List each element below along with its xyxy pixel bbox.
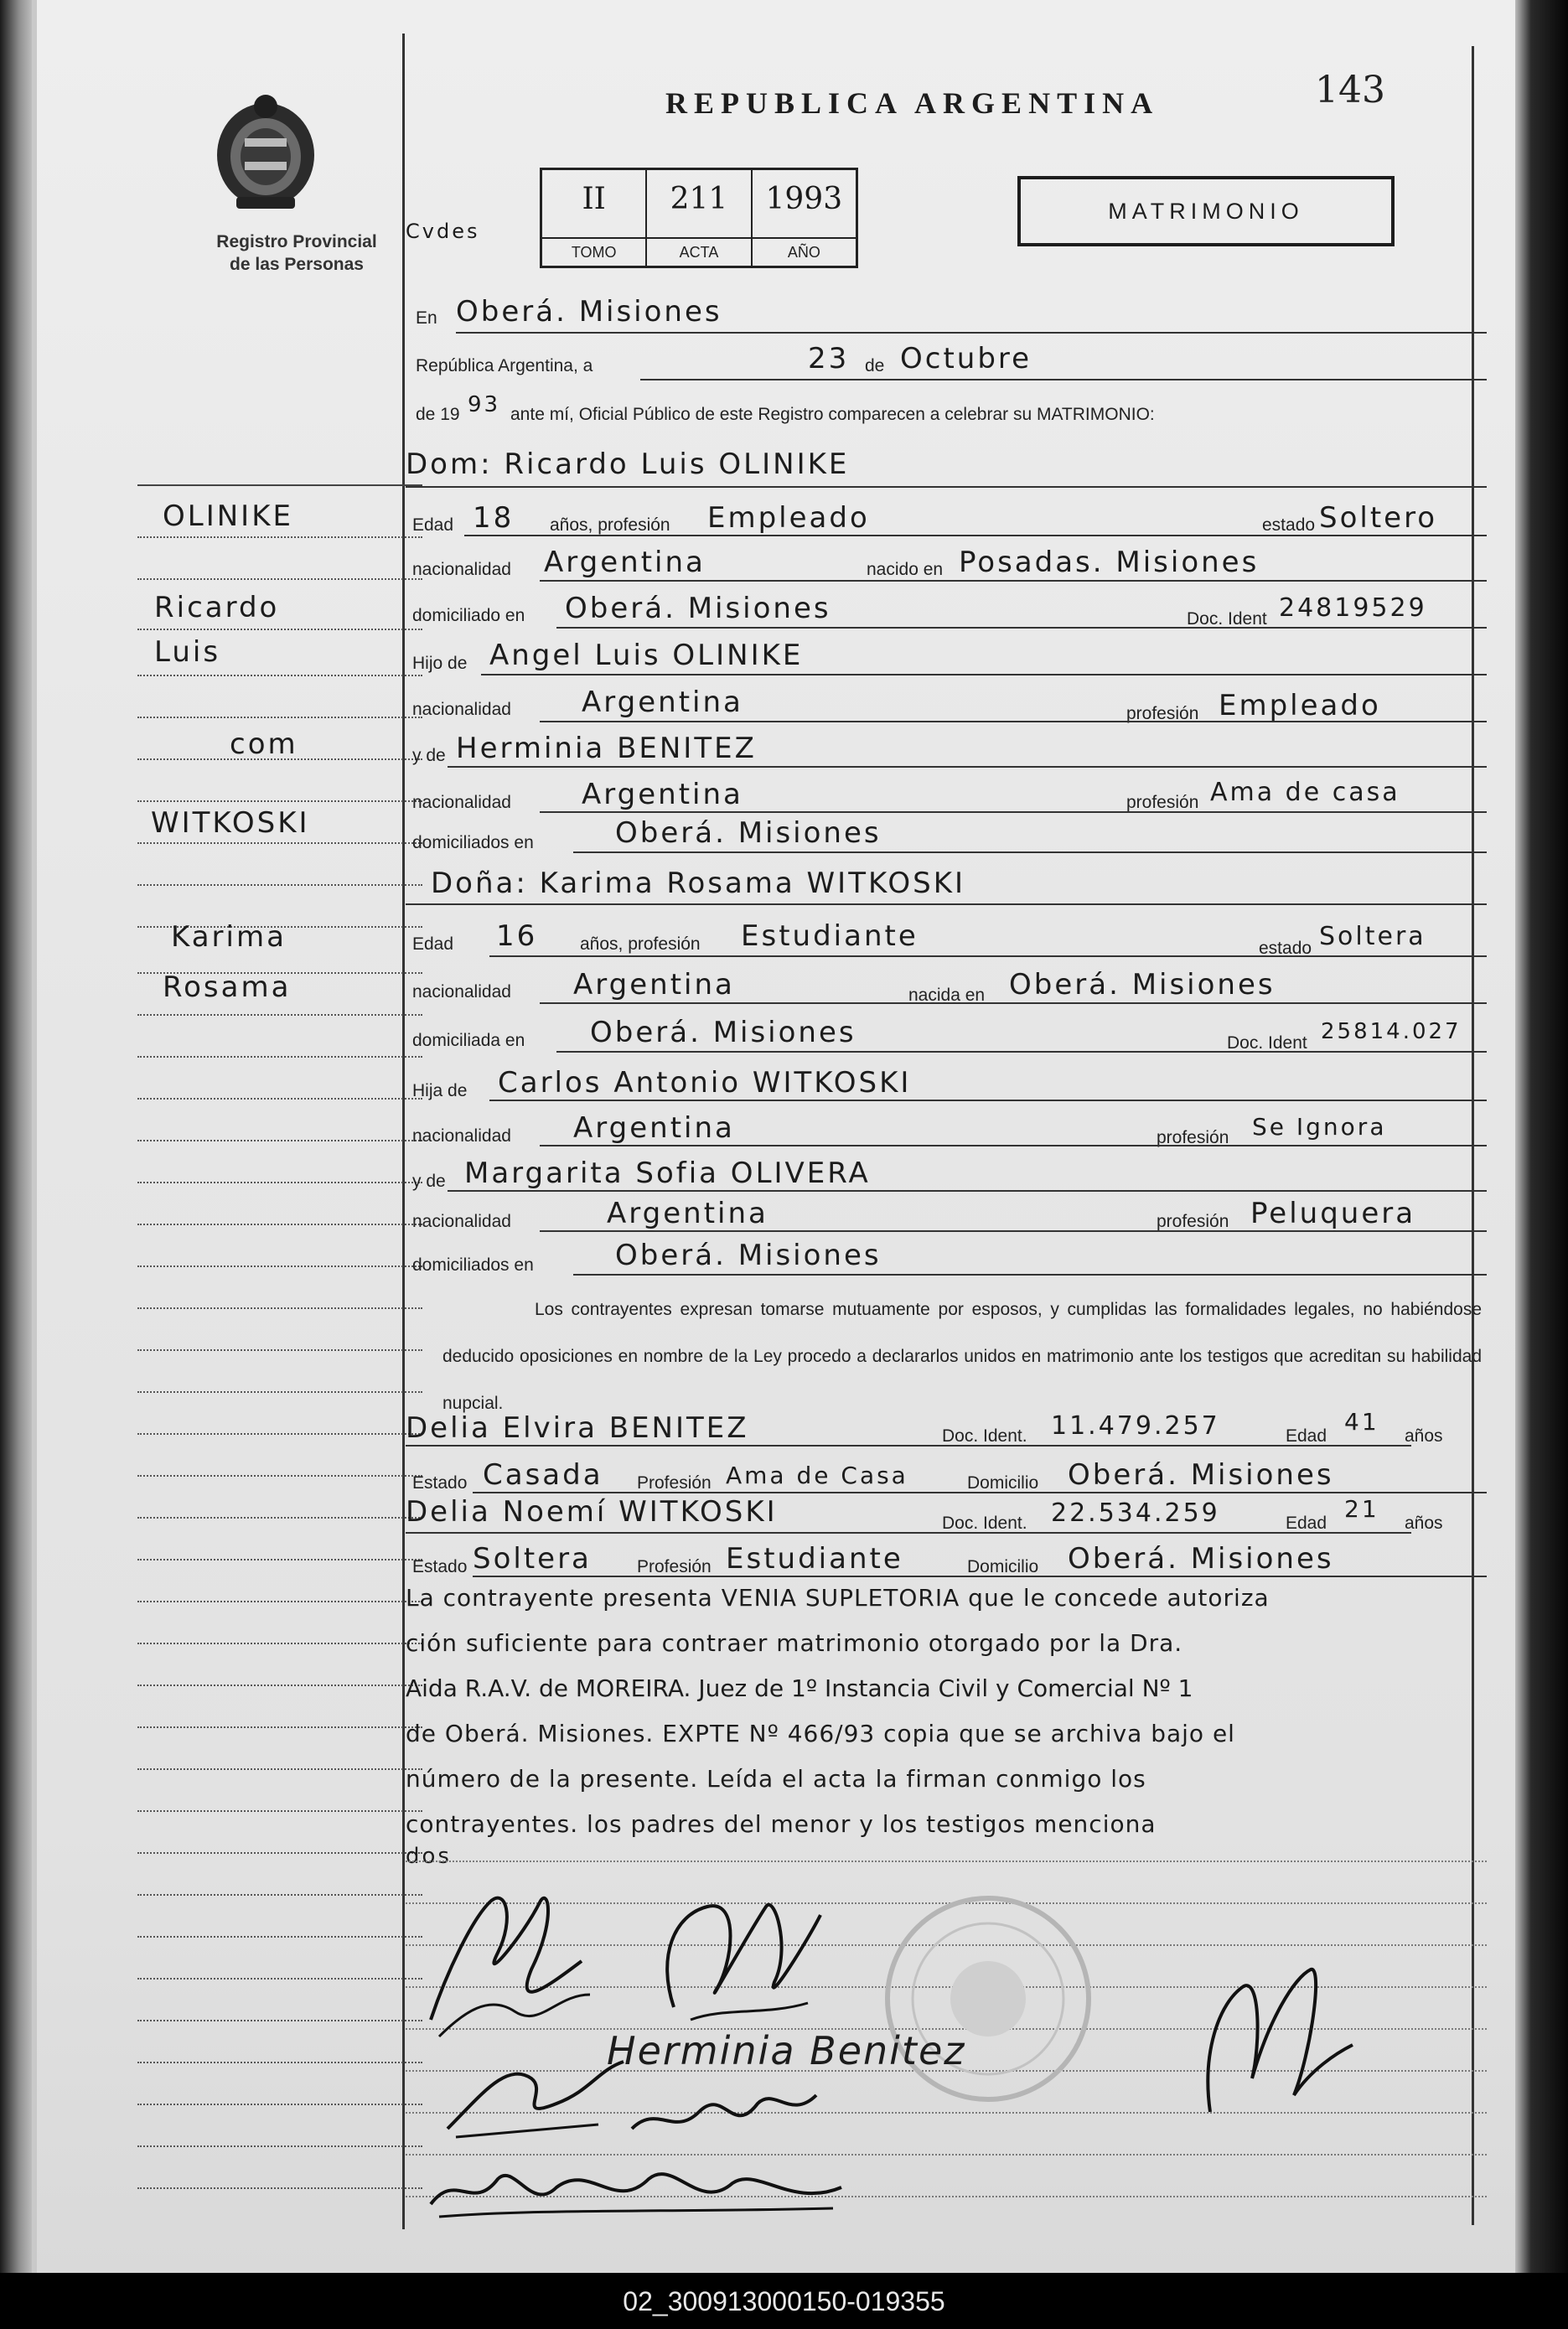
witness-1-domicilio-label: Domicilio [967,1473,1039,1493]
bride-doc-label: Doc. Ident [1227,1033,1307,1053]
groom-edad-label: Edad [412,515,454,535]
page-number: 143 [1315,69,1385,111]
margin-rule [137,1140,422,1141]
bride-madre-nac-label: nacionalidad [412,1212,511,1231]
margin-rule [137,1433,422,1435]
witness-2-anos-label: años [1405,1514,1443,1533]
groom-hijo-label: Hijo de [412,654,468,673]
groom-edad: 18 [473,501,515,535]
margin-rule [137,1391,422,1393]
book-spine [0,0,32,2273]
bride-line-5 [540,1145,1487,1146]
bride-padre: Carlos Antonio WITKOSKI [498,1066,912,1100]
margin-rule [137,1685,422,1686]
margin-rule [137,1014,422,1016]
place-value: Oberá. Misiones [456,295,722,329]
bride-estado-label: estado [1259,939,1312,958]
bride-anos-profesion-label: años, profesión [580,934,701,954]
margin-groom-surname: OLINIKE [163,499,293,533]
bride-name-line [406,903,1487,905]
bride-line-3 [556,1051,1487,1053]
signature-herminia: Herminia Benitez [607,2028,966,2073]
margin-rule [137,1182,422,1183]
signature-groom [414,1869,607,2053]
bride-line-7 [540,1230,1487,1232]
agency-label: Registro Provincial de las Personas [216,232,377,274]
record-type-box: MATRIMONIO [1017,176,1395,246]
groom-madre-prof-label: profesión [1126,793,1199,812]
witness-2-domicilio: Oberá. Misiones [1068,1542,1334,1576]
republica-label: República Argentina, a [416,356,593,375]
note-line-2: ción suficiente para contraer matrimonio otorgado por la Dra. [406,1629,1183,1657]
place-line [456,332,1487,334]
margin-note: Cvdes [406,220,480,243]
declaration-paragraph: Los contrayentes expresan tomarse mutuamente por esposos, y cumplidas las formalidades legales, no habiéndose deducido oposiciones en nombre de la Ley procedo a declararlos unidos en matrimonio ante los testigos que acreditan su habilidad nupcial. [442,1300,1482,1413]
margin-rule [137,1978,422,1980]
margin-rule [137,1936,422,1938]
signature-officer-right [1177,1953,1361,2137]
witness-1-profesion: Ama de Casa [726,1462,908,1489]
bride-edad: 16 [496,919,538,953]
note-line-3: Aida R.A.V. de MOREIRA. Juez de 1º Instancia Civil y Comercial Nº 1 [406,1674,1193,1702]
groom-name-line [406,486,1487,488]
witness-2-profesion: Estudiante [726,1542,903,1576]
acta-cell [647,170,752,266]
witness-1-name: Delia Elvira BENITEZ [406,1411,749,1445]
note-line-5: número de la presente. Leída el acta la firman conmigo los [406,1765,1146,1793]
bride-domicilio: Oberá. Misiones [590,1016,856,1049]
witness-2-domicilio-label: Domicilio [967,1557,1039,1576]
witness-2-estado: Soltera [473,1542,592,1576]
anio-cell [753,170,856,266]
bride-padres-domicilio: Oberá. Misiones [615,1239,882,1272]
official-seal [875,1886,1101,2112]
bride-y-de-label: y de [412,1172,446,1191]
witness-1-edad-label: Edad [1286,1426,1327,1446]
signature-officer [640,1881,841,2032]
bride-madre-prof-label: profesión [1157,1212,1229,1231]
record-number-box [540,168,858,268]
witness-2-profesion-label: Profesión [637,1557,712,1576]
margin-rule [137,2062,422,2063]
margin-rule [137,1056,422,1058]
margin-rule [137,884,422,886]
witness-2-line-1 [406,1532,1411,1534]
groom-nacido-label: nacido en [867,560,944,579]
witness-1-anos-label: años [1405,1426,1443,1446]
witness-2-line-2 [473,1576,1487,1577]
groom-padre-nac-label: nacionalidad [412,700,511,719]
groom-y-de-label: y de [412,746,446,765]
margin-divider-line [402,34,405,2229]
margin-rule [137,2104,422,2105]
bride-domiciliada-label: domiciliada en [412,1031,525,1050]
tomo-cell [542,170,647,266]
groom-padre-profesion: Empleado [1219,689,1381,722]
margin-rule [137,1098,422,1100]
day-value: 23 [808,342,850,375]
margin-rule [137,1307,422,1309]
margin-rule [137,2187,422,2189]
margin-rule [137,484,422,486]
register-page [32,0,1515,2273]
groom-full-name: Dom: Ricardo Luis OLINIKE [406,448,850,481]
margin-rule [137,1768,422,1770]
groom-line-2 [540,580,1487,582]
bride-line-1 [489,955,1487,957]
groom-estado-label: estado [1262,515,1316,535]
groom-line-5 [540,721,1487,722]
margin-groom-given2: Luis [154,635,221,669]
anio-value: 1993 [765,182,843,216]
bride-edad-label: Edad [412,934,454,954]
bride-padre-profesion: Se Ignora [1252,1113,1387,1141]
margin-rule [137,842,422,844]
bride-padre-prof-label: profesión [1157,1128,1229,1147]
groom-madre: Herminia BENITEZ [456,732,757,765]
margin-rule [137,1265,422,1267]
witness-1-doc-label: Doc. Ident. [942,1426,1027,1446]
bride-line-4 [489,1100,1487,1101]
bride-line-8 [573,1274,1487,1276]
groom-madre-nac-label: nacionalidad [412,793,511,812]
en-label: En [416,308,437,328]
tomo-label: TOMO [542,237,645,266]
groom-anos-profesion-label: años, profesión [550,515,670,535]
groom-nacionalidad-label: nacionalidad [412,560,511,579]
groom-domiciliado-label: domiciliado en [412,606,525,625]
groom-line-3 [556,627,1487,629]
signature-witness-1 [431,2045,632,2145]
date-line [640,379,1487,380]
margin-rule [137,1224,422,1225]
margin-rule [137,1517,422,1519]
bride-profesion: Estudiante [741,919,919,953]
witness-2-estado-label: Estado [412,1557,468,1576]
groom-padre-nacionalidad: Argentina [582,686,743,719]
bride-domiciliados-label: domiciliados en [412,1255,534,1275]
margin-rule [137,1475,422,1477]
month-value: Octubre [900,342,1032,375]
bride-full-name: Doña: Karima Rosama WITKOSKI [431,867,966,900]
bride-line-2 [540,1002,1487,1004]
groom-line-7 [540,811,1487,813]
groom-doc-label: Doc. Ident [1187,609,1267,629]
margin-rule [137,2145,422,2147]
note-line-6: contrayentes. los padres del menor y los testigos menciona [406,1810,1157,1838]
anio-label: AÑO [753,237,856,266]
groom-domicilio: Oberá. Misiones [565,592,831,625]
scan-footer [0,2273,1568,2329]
groom-padre-prof-label: profesión [1126,704,1199,723]
margin-rule [137,1349,422,1351]
witness-2-edad-label: Edad [1286,1514,1327,1533]
margin-rule [137,1894,422,1896]
margin-rule [137,1601,422,1602]
bride-nacida-label: nacida en [908,986,986,1005]
bride-madre: Margarita Sofia OLIVERA [464,1157,871,1190]
margin-bride-given2: Rosama [163,970,292,1004]
margin-bride-given1: Karima [171,920,287,954]
country-heading: REPUBLICA ARGENTINA [665,86,1160,120]
tomo-value: II [582,182,606,216]
witness-1-line-2 [473,1492,1487,1493]
margin-rule [137,675,422,676]
witness-1-estado-label: Estado [412,1473,468,1493]
groom-line-8 [573,851,1487,853]
bride-nacionalidad: Argentina [573,968,735,1001]
acta-label: ACTA [647,237,750,266]
note-line-4: de Oberá. Misiones. EXPTE Nº 466/93 copia que se archiva bajo el [406,1720,1235,1747]
coat-of-arms-emblem [211,88,320,214]
acta-value: 211 [670,182,728,216]
groom-line-6 [448,766,1487,768]
right-border-line [1472,46,1474,2225]
margin-rule [137,629,422,630]
groom-doc: 24819529 [1279,593,1427,623]
bride-nacida-en: Oberá. Misiones [1009,968,1276,1001]
groom-padres-domicilio: Oberá. Misiones [615,816,882,850]
margin-con: com [230,727,298,761]
margin-rule [137,2020,422,2021]
witness-1-profesion-label: Profesión [637,1473,712,1493]
bride-madre-profesion: Peluquera [1250,1197,1416,1230]
bride-doc: 25814.027 [1321,1019,1462,1044]
margin-groom-given1: Ricardo [154,591,280,624]
witness-1-line-1 [406,1445,1411,1447]
scan-id: 02_300913000150-019355 [623,2286,945,2316]
margin-rule [137,1643,422,1644]
groom-domiciliados-label: domiciliados en [412,833,534,852]
margin-rule [137,578,422,580]
margin-rule [137,1852,422,1854]
margin-rule [137,1810,422,1812]
margin-rule [137,1726,422,1728]
margin-bride-surname: WITKOSKI [151,806,310,840]
groom-estado: Soltero [1319,501,1438,535]
page-stack-edge [1515,0,1568,2273]
bride-estado: Soltera [1319,922,1426,951]
year-prefix: de 19 [416,405,460,424]
witness-1-domicilio: Oberá. Misiones [1068,1458,1334,1492]
bride-padre-nac-label: nacionalidad [412,1126,511,1146]
witness-1-estado: Casada [483,1458,603,1492]
year-suffix: 93 [468,392,501,417]
groom-madre-nacionalidad: Argentina [582,778,743,811]
witness-1-doc: 11.479.257 [1051,1411,1220,1441]
bride-hija-label: Hija de [412,1081,468,1100]
groom-padre: Angel Luis OLINIKE [489,639,804,672]
groom-line-1 [464,535,1487,536]
margin-rule [137,717,422,718]
witness-2-name: Delia Noemí WITKOSKI [406,1495,778,1529]
groom-profesion: Empleado [707,501,870,535]
groom-line-4 [481,674,1487,675]
ruled-line [406,1861,1487,1862]
note-line-1: La contrayente presenta VENIA SUPLETORIA que le concede autoriza [406,1584,1270,1612]
groom-madre-profesion: Ama de casa [1210,778,1400,807]
witness-1-edad: 41 [1344,1408,1379,1436]
margin-rule [137,800,422,802]
bride-nacionalidad-label: nacionalidad [412,982,511,1001]
margin-rule [137,536,422,538]
signature-witness-2 [422,2137,858,2229]
groom-nacionalidad: Argentina [544,546,706,579]
witness-2-edad: 21 [1344,1495,1379,1523]
bride-line-6 [448,1190,1487,1192]
appearance-text: ante mí, Oficial Público de este Registro comparecen a celebrar su MATRIMONIO: [510,405,1155,424]
bride-padre-nacionalidad: Argentina [573,1111,735,1145]
witness-2-doc: 22.534.259 [1051,1498,1220,1528]
bride-madre-nacionalidad: Argentina [607,1197,768,1230]
groom-nacido-en: Posadas. Misiones [959,546,1260,579]
note-line-7: dos [406,1844,452,1869]
de-label: de [865,356,885,375]
witness-2-doc-label: Doc. Ident. [942,1514,1027,1533]
margin-rule [137,1559,422,1560]
